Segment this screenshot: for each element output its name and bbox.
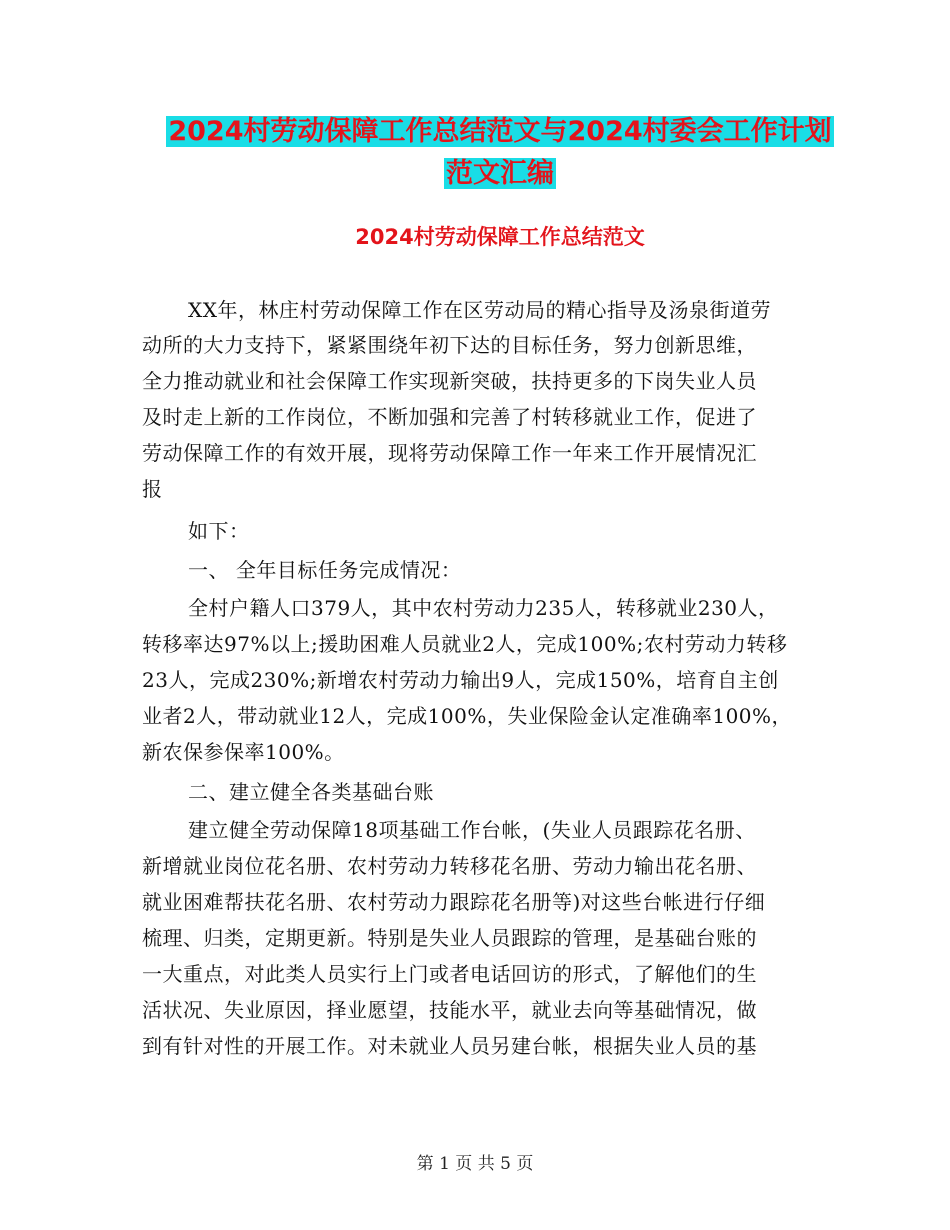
- paragraph-line: 转移率达97%以上;援助困难人员就业2人，完成100%;农村劳动力转移: [142, 632, 788, 656]
- paragraph-line: 如下：: [188, 519, 250, 543]
- paragraph-line: 一大重点，对此类人员实行上门或者电话回访的形式，了解他们的生: [142, 962, 757, 986]
- page-number: 第 1 页 共 5 页: [416, 1154, 534, 1174]
- title-highlight: 2024村劳动保障工作总结范文与2024村委会工作计划: [168, 116, 832, 147]
- paragraph-line: 23人，完成230%;新增农村劳动力输出9人，完成150%，培育自主创: [142, 668, 779, 692]
- paragraph-line: 梳理、归类，定期更新。特别是失业人员跟踪的管理，是基础台账的: [142, 926, 757, 950]
- document-title-line-1: [140, 108, 860, 156]
- paragraph-line: 就业困难帮扶花名册、农村劳动力跟踪花名册等)对这些台帐进行仔细: [142, 890, 766, 914]
- list-heading: 一、 全年目标任务完成情况：: [188, 558, 462, 582]
- paragraph-line: 劳动保障工作的有效开展，现将劳动保障工作一年来工作开展情况汇: [142, 441, 757, 465]
- paragraph-line: 报: [142, 477, 163, 501]
- paragraph-line: 新农保参保率100%。: [142, 740, 345, 764]
- paragraph-line: 活状况、失业原因，择业愿望，技能水平，就业去向等基础情况，做: [142, 998, 757, 1022]
- paragraph-line: 到有针对性的开展工作。对未就业人员另建台帐，根据失业人员的基: [142, 1034, 757, 1058]
- paragraph-line: 业者2人，带动就业12人，完成100%，失业保险金认定准确率100%，: [142, 704, 793, 728]
- title-highlight: 范文汇编: [446, 158, 554, 189]
- list-heading: 二、建立健全各类基础台账: [188, 780, 434, 804]
- section-heading: 2024村劳动保障工作总结范文: [355, 225, 645, 249]
- paragraph-line: XX年，林庄村劳动保障工作在区劳动局的精心指导及汤泉街道劳: [188, 298, 771, 322]
- paragraph-line: 新增就业岗位花名册、农村劳动力转移花名册、劳动力输出花名册、: [142, 854, 757, 878]
- paragraph-line: 全力推动就业和社会保障工作实现新突破，扶持更多的下岗失业人员: [142, 369, 757, 393]
- paragraph-line: 全村户籍人口379人，其中农村劳动力235人，转移就业230人，: [188, 596, 779, 620]
- document-title-line-2: [140, 150, 860, 198]
- paragraph-line: 动所的大力支持下，紧紧围绕年初下达的目标任务，努力创新思维，: [142, 333, 757, 357]
- paragraph-line: 及时走上新的工作岗位，不断加强和完善了村转移就业工作，促进了: [142, 405, 757, 429]
- paragraph-line: 建立健全劳动保障18项基础工作台帐，(失业人员跟踪花名册、: [188, 818, 756, 842]
